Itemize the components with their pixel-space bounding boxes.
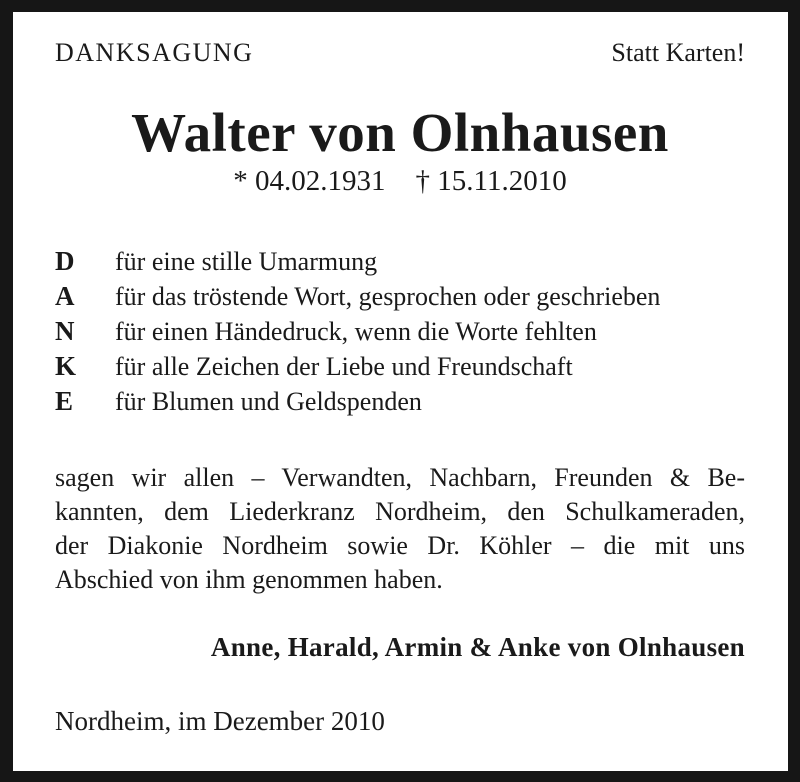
acrostic-row-a — [55, 279, 745, 314]
paragraph-line-3: der Diakonie Nordheim sowie Dr. Köhler – die mit uns — [55, 531, 745, 560]
acrostic-text-d: für eine stille Umarmung — [115, 247, 378, 276]
paragraph-line-2: kannten, dem Liederkranz Nordheim, den Schulkameraden, — [55, 497, 745, 526]
place-date-line: Nordheim, im Dezember 2010 — [55, 706, 385, 736]
acrostic-letter-e: E — [55, 386, 74, 416]
thanks-paragraph — [55, 461, 745, 597]
acrostic-row-d — [55, 244, 745, 279]
death-date: † 15.11.2010 — [415, 165, 567, 197]
acrostic-letter-k: K — [55, 351, 77, 381]
deceased-name: Walter von Olnhausen — [131, 102, 669, 163]
header-statt-karten-label: Statt Karten! — [611, 38, 745, 67]
life-dates — [55, 164, 745, 198]
birth-date: * 04.02.1931 — [233, 165, 386, 197]
acrostic-letter-a: A — [55, 281, 75, 311]
acrostic-row-e — [55, 384, 745, 419]
acrostic-row-n — [55, 314, 745, 349]
acrostic-text-e: für Blumen und Geldspenden — [115, 387, 422, 416]
paragraph-line-4: Abschied von ihm genommen haben. — [55, 565, 443, 594]
acrostic-text-n: für einen Händedruck, wenn die Worte fehlten — [115, 317, 597, 346]
danke-acrostic — [55, 244, 745, 419]
card-header — [55, 38, 745, 68]
header-danksagung-label: DANKSAGUNG — [55, 38, 254, 67]
family-signature: Anne, Harald, Armin & Anke von Olnhausen — [210, 632, 745, 662]
acrostic-letter-n: N — [55, 316, 75, 346]
paragraph-line-1: sagen wir allen – Verwandten, Nachbarn, Freunden & Be- — [55, 463, 745, 492]
acrostic-letter-d: D — [55, 246, 75, 276]
acrostic-text-k: für alle Zeichen der Liebe und Freundschaft — [115, 352, 573, 381]
acrostic-row-k — [55, 349, 745, 384]
acrostic-text-a: für das tröstende Wort, gesprochen oder geschrieben — [115, 282, 661, 311]
